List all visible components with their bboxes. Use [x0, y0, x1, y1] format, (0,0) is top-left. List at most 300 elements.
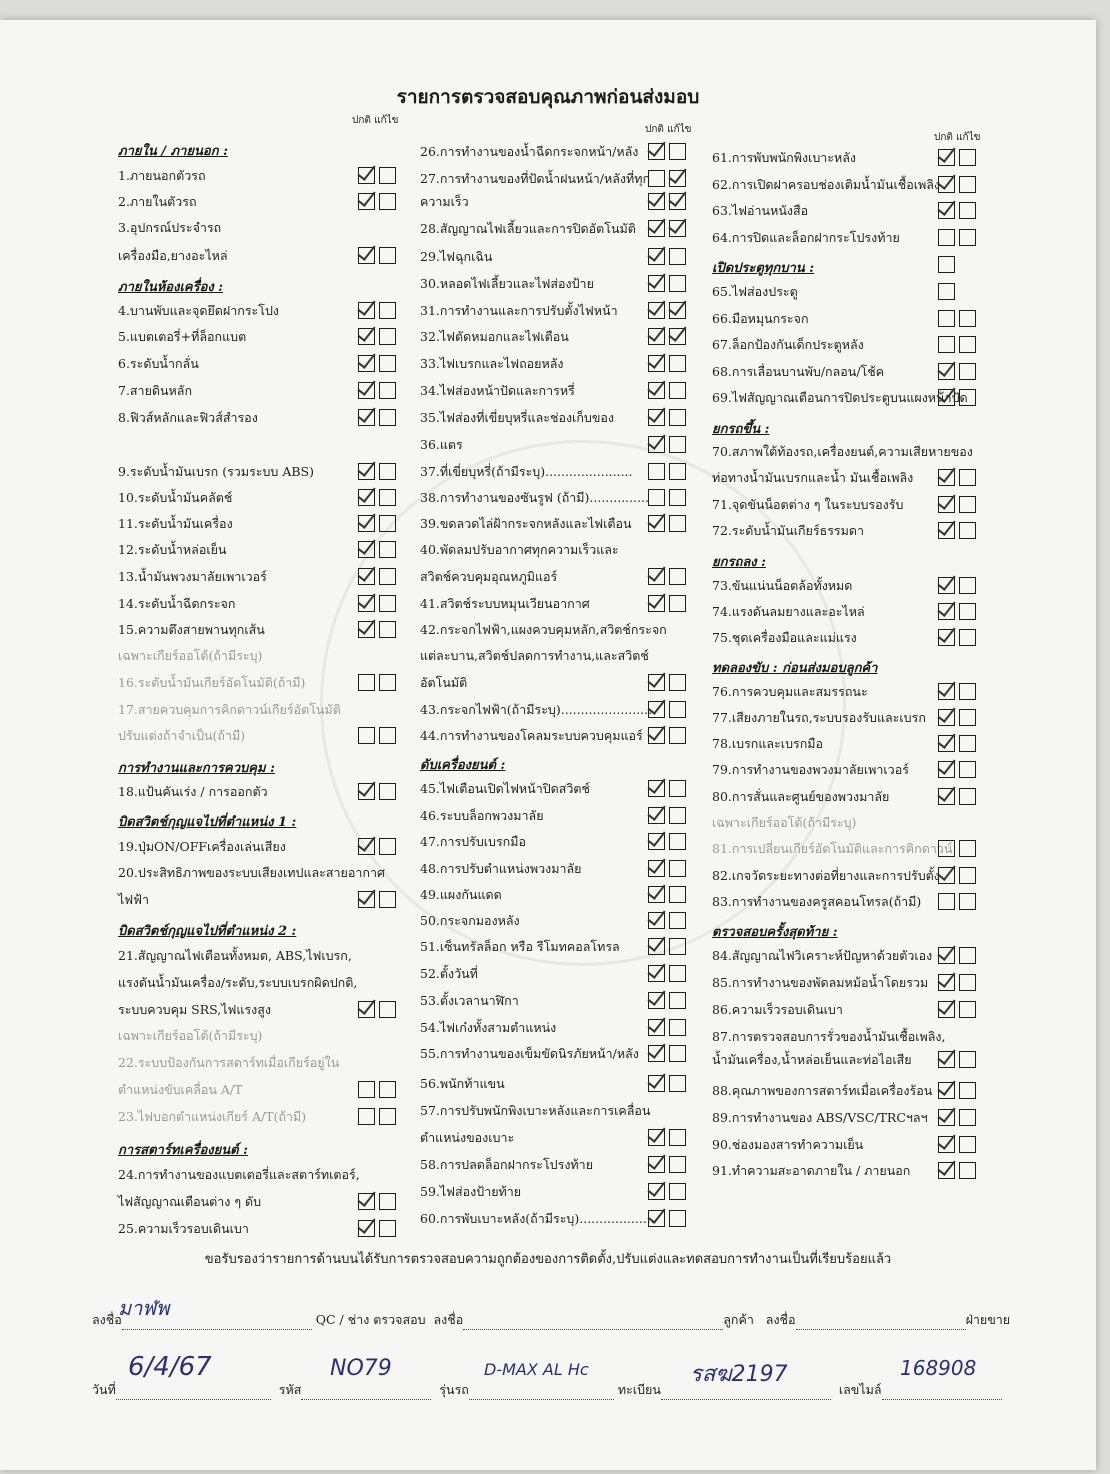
normal-checkbox[interactable] — [938, 1001, 955, 1018]
checkbox-pair — [648, 220, 686, 237]
normal-checkbox[interactable] — [358, 727, 375, 744]
model-field[interactable] — [469, 1385, 614, 1400]
fix-checkbox[interactable] — [959, 363, 976, 380]
normal-checkbox[interactable] — [358, 595, 375, 612]
checklist-item-label: 43.กระจกไฟฟ้า(ถ้ามีระบุ)....................... — [420, 702, 653, 717]
checklist-item-label: 89.การทำงานของ ABS/VSC/TRCฯลฯ — [712, 1110, 928, 1125]
sign-field-customer[interactable] — [463, 1315, 723, 1330]
checklist-item-label: 88.คุณภาพของการสตาร์ทเมื่อเครื่องร้อน — [712, 1083, 933, 1098]
fix-checkbox[interactable] — [379, 891, 396, 908]
normal-checkbox[interactable] — [648, 807, 665, 824]
fix-checkbox[interactable] — [379, 568, 396, 585]
normal-checkbox[interactable] — [648, 436, 665, 453]
checklist-item-label: 54.ไฟเก๋งทั้งสามตำแหน่ง — [420, 1020, 557, 1035]
checklist-item-label: 10.ระดับน้ำมันคลัตช์ — [118, 490, 233, 505]
normal-checkbox[interactable] — [938, 1136, 955, 1153]
normal-checkbox[interactable] — [938, 761, 955, 778]
fix-checkbox[interactable] — [959, 788, 976, 805]
checklist-item-label: เฉพาะเกียร์ออโต้(ถ้ามีระบุ) — [118, 1028, 263, 1043]
normal-checkbox[interactable] — [938, 469, 955, 486]
normal-checkbox[interactable] — [648, 143, 665, 160]
normal-checkbox[interactable] — [648, 489, 665, 506]
checkbox-pair — [358, 515, 396, 532]
fix-checkbox[interactable] — [669, 463, 686, 480]
checkbox-pair — [358, 541, 396, 558]
checklist-item-label: 46.ระบบล็อกพวงมาลัย — [420, 808, 544, 823]
date-field[interactable] — [116, 1385, 271, 1400]
checklist-item-label: 81.การเปลี่ยนเกียร์อัตโนมัติและการคิกดาวน์ — [712, 841, 953, 856]
normal-checkbox[interactable] — [938, 149, 955, 166]
normal-checkbox[interactable] — [938, 389, 955, 406]
fix-checkbox[interactable] — [669, 965, 686, 982]
normal-checkbox[interactable] — [938, 788, 955, 805]
normal-checkbox[interactable] — [648, 355, 665, 372]
normal-checkbox[interactable] — [358, 621, 375, 638]
checklist-item-label: 2.ภายในตัวรถ — [118, 194, 197, 209]
checklist-item-label: 25.ความเร็วรอบเดินเบา — [118, 1221, 249, 1236]
fix-checkbox[interactable] — [959, 202, 976, 219]
fix-checkbox[interactable] — [959, 336, 976, 353]
checklist-item-label: 21.สัญญาณไฟเตือนทั้งหมด, ABS,ไฟเบรก, — [118, 948, 352, 963]
section-heading: การสตาร์ทเครื่องยนต์ : — [118, 1143, 248, 1158]
fix-checkbox[interactable] — [959, 893, 976, 910]
code-label: รหัส — [278, 1382, 302, 1397]
normal-checkbox[interactable] — [648, 674, 665, 691]
checkbox-pair — [358, 674, 396, 691]
fix-checkbox[interactable] — [379, 409, 396, 426]
normal-checkbox[interactable] — [938, 363, 955, 380]
fix-checkbox[interactable] — [379, 674, 396, 691]
fix-checkbox[interactable] — [669, 328, 686, 345]
normal-checkbox[interactable] — [358, 1108, 375, 1125]
fix-checkbox[interactable] — [959, 683, 976, 700]
fix-checkbox[interactable] — [669, 1156, 686, 1173]
sign-label-customer: ลงชื่อ — [433, 1312, 464, 1327]
fix-checkbox[interactable] — [379, 727, 396, 744]
checklist-item-label: 85.การทำงานของพัดลมหม้อน้ำโดยรวม — [712, 975, 929, 990]
checkbox-pair — [938, 496, 976, 513]
normal-checkbox[interactable] — [648, 515, 665, 532]
normal-checkbox[interactable] — [648, 409, 665, 426]
checkbox-pair — [938, 310, 976, 327]
fix-checkbox[interactable] — [669, 1019, 686, 1036]
checkbox-pair — [938, 256, 955, 273]
fix-checkbox[interactable] — [669, 807, 686, 824]
fix-checkbox[interactable] — [379, 541, 396, 558]
normal-checkbox[interactable] — [648, 595, 665, 612]
fix-checkbox[interactable] — [959, 1162, 976, 1179]
checklist-item-label: 14.ระดับน้ำฉีดกระจก — [118, 596, 236, 611]
fix-checkbox[interactable] — [959, 629, 976, 646]
sign-role-sales: ฝ่ายขาย — [965, 1312, 1011, 1327]
checkbox-pair — [358, 302, 396, 319]
fix-checkbox[interactable] — [669, 992, 686, 1009]
normal-checkbox[interactable] — [938, 229, 955, 246]
normal-checkbox[interactable] — [358, 674, 375, 691]
normal-checkbox[interactable] — [648, 1019, 665, 1036]
normal-checkbox[interactable] — [648, 701, 665, 718]
fix-checkbox[interactable] — [669, 170, 686, 187]
checkbox-pair — [358, 1220, 396, 1237]
fix-checkbox[interactable] — [959, 974, 976, 991]
normal-checkbox[interactable] — [358, 247, 375, 264]
normal-checkbox[interactable] — [648, 780, 665, 797]
normal-checkbox[interactable] — [648, 1075, 665, 1092]
fix-checkbox[interactable] — [669, 1045, 686, 1062]
normal-checkbox[interactable] — [938, 577, 955, 594]
normal-checkbox[interactable] — [358, 1001, 375, 1018]
fix-checkbox[interactable] — [669, 860, 686, 877]
normal-checkbox[interactable] — [358, 568, 375, 585]
fix-checkbox[interactable] — [959, 577, 976, 594]
checkbox-pair — [938, 149, 976, 166]
fix-checkbox[interactable] — [959, 735, 976, 752]
fix-checkbox[interactable] — [959, 389, 976, 406]
normal-checkbox[interactable] — [648, 568, 665, 585]
fix-checkbox[interactable] — [959, 229, 976, 246]
fix-checkbox[interactable] — [959, 1136, 976, 1153]
checklist-item-label: 42.กระจกไฟฟ้า,แผงควบคุมหลัก,สวิตช์กระจก — [420, 622, 667, 637]
fix-checkbox[interactable] — [379, 489, 396, 506]
checklist-item-label: 41.สวิตช์ระบบหมุนเวียนอากาศ — [420, 596, 590, 611]
checkbox-pair — [648, 1019, 686, 1036]
fix-checkbox[interactable] — [959, 496, 976, 513]
normal-checkbox[interactable] — [648, 1156, 665, 1173]
checklist-item-label: 58.การปลดล็อกฝากระโปรงท้าย — [420, 1157, 594, 1172]
fix-checkbox[interactable] — [379, 838, 396, 855]
normal-checkbox[interactable] — [358, 355, 375, 372]
normal-checkbox[interactable] — [358, 463, 375, 480]
checklist-item-label: 22.ระบบป้องกันการสตาร์ทเมื่อเกียร์อยู่ใน — [118, 1055, 340, 1070]
normal-checkbox[interactable] — [938, 1051, 955, 1068]
vin-value: 168908 — [900, 1356, 977, 1380]
normal-checkbox[interactable] — [938, 283, 955, 300]
checkbox-pair — [648, 436, 686, 453]
fix-checkbox[interactable] — [669, 382, 686, 399]
checkbox-pair — [938, 603, 976, 620]
normal-checkbox[interactable] — [648, 1183, 665, 1200]
checklist-item-label: 57.การปรับพนักพิงเบาะหลังและการเคลื่อน — [420, 1103, 651, 1118]
checklist-item-label: 90.ช่องมองสารทำความเย็น — [712, 1137, 864, 1152]
checklist-item-label: 52.ตั้งวันที่ — [420, 966, 478, 981]
fix-checkbox[interactable] — [669, 355, 686, 372]
normal-checkbox[interactable] — [648, 1045, 665, 1062]
checkbox-pair — [648, 489, 686, 506]
fix-checkbox[interactable] — [669, 595, 686, 612]
fix-checkbox[interactable] — [379, 167, 396, 184]
normal-checkbox[interactable] — [358, 838, 375, 855]
fix-checkbox[interactable] — [669, 220, 686, 237]
checklist-item-label: 44.การทำงานของโคลมระบบควบคุมแอร์ — [420, 728, 643, 743]
fix-checkbox[interactable] — [669, 143, 686, 160]
checkbox-pair — [358, 247, 396, 264]
checklist-item-label: 12.ระดับน้ำหล่อเย็น — [118, 542, 227, 557]
normal-checkbox[interactable] — [648, 992, 665, 1009]
checklist-item-label: 59.ไฟส่องป้ายท้าย — [420, 1184, 522, 1199]
fix-checkbox[interactable] — [959, 522, 976, 539]
sign-role-qc: QC / ช่าง ตรวจสอบ — [315, 1312, 426, 1327]
normal-checkbox[interactable] — [938, 947, 955, 964]
checklist-item-label: 26.การทำงานของน้ำฉีดกระจกหน้า/หลัง — [420, 144, 639, 159]
fix-checkbox[interactable] — [959, 1001, 976, 1018]
normal-checkbox[interactable] — [938, 629, 955, 646]
checklist-item-label: 53.ตั้งเวลานาฬิกา — [420, 993, 519, 1008]
section-heading: เปิดประตูทุกบาน : — [712, 261, 815, 276]
checkbox-pair — [648, 727, 686, 744]
fix-checkbox[interactable] — [959, 149, 976, 166]
fix-checkbox[interactable] — [669, 1210, 686, 1227]
checklist-item-label: 67.ล็อกป้องกันเด็กประตูหลัง — [712, 337, 864, 352]
checkbox-pair — [358, 382, 396, 399]
checklist-item-label: 16.ระดับน้ำมันเกียร์อัตโนมัติ(ถ้ามี) — [118, 675, 306, 690]
checklist-item-label: 80.การสั่นและศูนย์ของพวงมาลัย — [712, 789, 890, 804]
checklist-item-label: 32.ไฟตัดหมอกและไฟเตือน — [420, 329, 569, 344]
checklist-item-label: 87.การตรวจสอบการรั่วของน้ำมันเชื้อเพลิง, — [712, 1029, 946, 1044]
reg-value: รสฆ2197 — [690, 1362, 788, 1387]
fix-checkbox[interactable] — [669, 302, 686, 319]
fix-checkbox[interactable] — [959, 176, 976, 193]
checkbox-pair — [648, 193, 686, 210]
normal-checkbox[interactable] — [938, 709, 955, 726]
checklist-item-label: 18.แป้นคันเร่ง / การออกตัว — [118, 784, 268, 799]
normal-checkbox[interactable] — [648, 382, 665, 399]
normal-checkbox[interactable] — [648, 912, 665, 929]
date-label: วันที่ — [92, 1382, 116, 1397]
normal-checkbox[interactable] — [938, 1109, 955, 1126]
fix-checkbox[interactable] — [379, 302, 396, 319]
normal-checkbox[interactable] — [648, 463, 665, 480]
checklist-item-label: 86.ความเร็วรอบเดินเบา — [712, 1002, 843, 1017]
checklist-item-label: ตำแหน่งขับเคลื่อน A/T — [118, 1082, 243, 1097]
checkbox-pair — [648, 965, 686, 982]
checkbox-pair — [938, 1001, 976, 1018]
fix-checkbox[interactable] — [959, 603, 976, 620]
fix-checkbox[interactable] — [379, 1220, 396, 1237]
normal-checkbox[interactable] — [938, 867, 955, 884]
fix-checkbox[interactable] — [669, 780, 686, 797]
fix-checkbox[interactable] — [379, 621, 396, 638]
checklist-item-label: 5.แบตเตอรี่+ที่ล็อกแบต — [118, 329, 247, 344]
section-heading: บิดสวิตช์กุญแจไปที่ตำแหน่ง 1 : — [118, 815, 297, 830]
checkbox-pair — [648, 1129, 686, 1146]
normal-checkbox[interactable] — [358, 1081, 375, 1098]
fix-checkbox[interactable] — [379, 1081, 396, 1098]
normal-checkbox[interactable] — [938, 202, 955, 219]
checklist-item-label: 66.มือหมุนกระจก — [712, 311, 809, 326]
checklist-item-label: 84.สัญญาณไฟวิเคราะห์ปัญหาด้วยตัวเอง — [712, 948, 933, 963]
fix-checkbox[interactable] — [959, 867, 976, 884]
normal-checkbox[interactable] — [358, 515, 375, 532]
fix-checkbox[interactable] — [959, 840, 976, 857]
normal-checkbox[interactable] — [648, 886, 665, 903]
checkbox-pair — [358, 568, 396, 585]
checkbox-pair — [938, 709, 976, 726]
fix-checkbox[interactable] — [669, 674, 686, 691]
normal-checkbox[interactable] — [358, 328, 375, 345]
fix-checkbox[interactable] — [669, 727, 686, 744]
fix-checkbox[interactable] — [959, 947, 976, 964]
checkbox-pair — [358, 1081, 396, 1098]
normal-checkbox[interactable] — [938, 683, 955, 700]
section-heading: ยกรถลง : — [712, 555, 766, 570]
normal-checkbox[interactable] — [938, 974, 955, 991]
checklist-item-label: 8.ฟิวส์หลักและฟิวส์สำรอง — [118, 410, 258, 425]
normal-checkbox[interactable] — [648, 1129, 665, 1146]
normal-checkbox[interactable] — [938, 893, 955, 910]
checkbox-pair — [358, 489, 396, 506]
normal-checkbox[interactable] — [648, 860, 665, 877]
sign-field-sales[interactable] — [796, 1315, 966, 1330]
fix-checkbox[interactable] — [669, 833, 686, 850]
checkbox-pair — [358, 193, 396, 210]
normal-checkbox[interactable] — [358, 489, 375, 506]
checklist-item-label: 68.การเลื่อนบานพับ/กลอน/โช้ค — [712, 364, 885, 379]
normal-checkbox[interactable] — [358, 302, 375, 319]
fix-checkbox[interactable] — [669, 1183, 686, 1200]
fix-checkbox[interactable] — [959, 310, 976, 327]
normal-checkbox[interactable] — [358, 891, 375, 908]
fix-checkbox[interactable] — [669, 568, 686, 585]
fix-checkbox[interactable] — [379, 1193, 396, 1210]
fix-checkbox[interactable] — [379, 355, 396, 372]
fix-checkbox[interactable] — [379, 1001, 396, 1018]
fix-checkbox[interactable] — [959, 1109, 976, 1126]
checklist-item-label: ตำแหน่งของเบาะ — [420, 1130, 515, 1145]
normal-checkbox[interactable] — [938, 496, 955, 513]
normal-checkbox[interactable] — [938, 336, 955, 353]
normal-checkbox[interactable] — [938, 735, 955, 752]
fix-checkbox[interactable] — [669, 436, 686, 453]
normal-checkbox[interactable] — [938, 522, 955, 539]
fix-checkbox[interactable] — [379, 1108, 396, 1125]
normal-checkbox[interactable] — [648, 938, 665, 955]
checkbox-pair — [938, 893, 976, 910]
fix-checkbox[interactable] — [669, 193, 686, 210]
fix-checkbox[interactable] — [379, 595, 396, 612]
fix-checkbox[interactable] — [669, 938, 686, 955]
fix-checkbox[interactable] — [379, 328, 396, 345]
checklist-item-label: 91.ทำความสะอาดภายใน / ภายนอก — [712, 1163, 911, 1178]
checkbox-pair — [358, 355, 396, 372]
checkbox-pair — [938, 947, 976, 964]
fix-checkbox[interactable] — [669, 912, 686, 929]
checkbox-pair — [648, 1210, 686, 1227]
checkbox-pair — [938, 336, 976, 353]
checkbox-pair — [938, 974, 976, 991]
fix-checkbox[interactable] — [669, 1075, 686, 1092]
fix-checkbox[interactable] — [959, 1051, 976, 1068]
vin-field[interactable] — [882, 1385, 1002, 1400]
normal-checkbox[interactable] — [648, 965, 665, 982]
checkbox-pair — [938, 202, 976, 219]
fix-checkbox[interactable] — [959, 761, 976, 778]
checklist-item-label: 48.การปรับตำแหน่งพวงมาลัย — [420, 861, 582, 876]
fix-checkbox[interactable] — [379, 193, 396, 210]
code-field[interactable] — [301, 1385, 431, 1400]
checklist-sheet — [0, 20, 1096, 1470]
normal-checkbox[interactable] — [648, 275, 665, 292]
normal-checkbox[interactable] — [648, 193, 665, 210]
checklist-item-label: 40.พัดลมปรับอากาศทุกความเร็วและ — [420, 542, 619, 557]
normal-checkbox[interactable] — [358, 193, 375, 210]
checkbox-pair — [938, 629, 976, 646]
fix-checkbox[interactable] — [379, 515, 396, 532]
checkbox-pair — [938, 469, 976, 486]
checklist-item-label: 29.ไฟฉุกเฉิน — [420, 249, 493, 264]
checkbox-pair — [648, 143, 686, 160]
normal-checkbox[interactable] — [648, 833, 665, 850]
fix-checkbox[interactable] — [379, 783, 396, 800]
normal-checkbox[interactable] — [648, 248, 665, 265]
section-heading: ภายใน / ภายนอก : — [118, 144, 228, 159]
fix-checkbox[interactable] — [379, 382, 396, 399]
checkbox-pair — [648, 409, 686, 426]
normal-checkbox[interactable] — [648, 170, 665, 187]
checklist-item-label: สวิตช์ควบคุมอุณหภูมิแอร์ — [420, 569, 558, 584]
normal-checkbox[interactable] — [358, 1220, 375, 1237]
normal-checkbox[interactable] — [358, 1193, 375, 1210]
normal-checkbox[interactable] — [358, 382, 375, 399]
checklist-item-label: 50.กระจกมองหลัง — [420, 913, 520, 928]
normal-checkbox[interactable] — [648, 1210, 665, 1227]
normal-checkbox[interactable] — [358, 783, 375, 800]
checklist-item-label: 72.ระดับน้ำมันเกียร์ธรรมดา — [712, 523, 865, 538]
section-heading: ดับเครื่องยนต์ : — [420, 758, 506, 773]
normal-checkbox[interactable] — [648, 328, 665, 345]
fix-checkbox[interactable] — [379, 463, 396, 480]
normal-checkbox[interactable] — [648, 220, 665, 237]
normal-checkbox[interactable] — [358, 409, 375, 426]
checklist-item-label: 33.ไฟเบรกและไฟถอยหลัง — [420, 356, 564, 371]
normal-checkbox[interactable] — [358, 541, 375, 558]
fix-checkbox[interactable] — [669, 886, 686, 903]
normal-checkbox[interactable] — [938, 1162, 955, 1179]
fix-checkbox[interactable] — [669, 275, 686, 292]
checklist-item-label: 45.ไฟเตือนเปิดไฟหน้าปิดสวิตช์ — [420, 781, 591, 796]
fix-checkbox[interactable] — [959, 1082, 976, 1099]
fix-checkbox[interactable] — [959, 709, 976, 726]
fix-checkbox[interactable] — [669, 489, 686, 506]
normal-checkbox[interactable] — [648, 302, 665, 319]
checkbox-pair — [648, 938, 686, 955]
normal-checkbox[interactable] — [648, 727, 665, 744]
fix-checkbox[interactable] — [669, 409, 686, 426]
normal-checkbox[interactable] — [938, 1082, 955, 1099]
normal-checkbox[interactable] — [938, 603, 955, 620]
checkbox-pair — [648, 912, 686, 929]
normal-checkbox[interactable] — [938, 176, 955, 193]
checkbox-pair — [648, 780, 686, 797]
fix-checkbox[interactable] — [669, 515, 686, 532]
checkbox-pair — [938, 389, 976, 406]
normal-checkbox[interactable] — [938, 310, 955, 327]
checkbox-pair — [938, 229, 976, 246]
normal-checkbox[interactable] — [938, 256, 955, 273]
sign-label-sales: ลงชื่อ — [765, 1312, 796, 1327]
reg-label: ทะเบียน — [617, 1382, 661, 1397]
normal-checkbox[interactable] — [938, 840, 955, 857]
fix-checkbox[interactable] — [669, 701, 686, 718]
normal-checkbox[interactable] — [358, 167, 375, 184]
checklist-item-label: 1.ภายนอกตัวรถ — [118, 168, 206, 183]
fix-checkbox[interactable] — [669, 248, 686, 265]
checklist-item-label: อัตโนมัติ — [420, 675, 468, 690]
checkbox-pair — [358, 1001, 396, 1018]
fix-checkbox[interactable] — [959, 469, 976, 486]
fix-checkbox[interactable] — [669, 1129, 686, 1146]
checkbox-pair — [648, 1156, 686, 1173]
fix-checkbox[interactable] — [379, 247, 396, 264]
